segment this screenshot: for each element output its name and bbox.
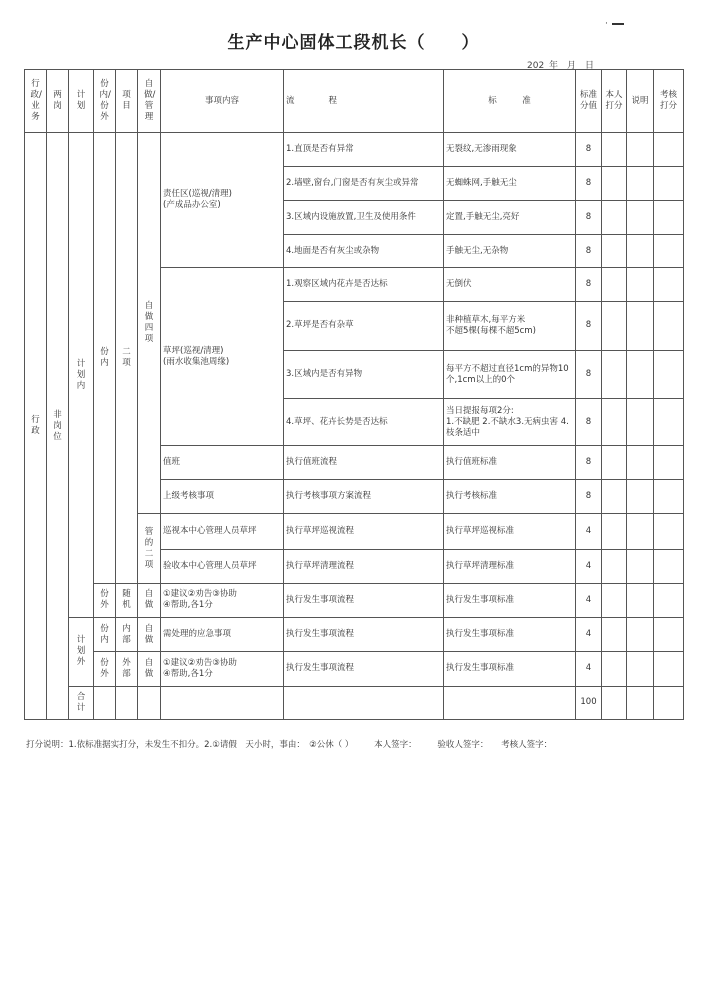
col-header-standard: 标 准 (444, 70, 576, 133)
scoring-note: 打分说明：1.依标准据实打分，未发生不扣分。2.①请假 天小时，事由： ②公休（ ） (26, 740, 354, 750)
review-score-cell[interactable] (654, 618, 684, 652)
item-suggest-assist-2: ①建议②劝告③协助 ④帮助,各1分 (161, 652, 284, 686)
self-score-cell[interactable] (602, 235, 627, 268)
col-header-scope: 份内/份外 (94, 70, 116, 133)
flow-cell: 执行草坪巡视流程 (284, 514, 444, 549)
review-score-cell[interactable] (654, 652, 684, 686)
self-score-cell[interactable] (602, 583, 627, 617)
empty-cell (284, 686, 444, 719)
total-label: 合计 (69, 686, 94, 719)
remark-cell[interactable] (627, 166, 654, 200)
self-score-cell[interactable] (602, 480, 627, 514)
review-score-cell[interactable] (654, 445, 684, 479)
self-score-cell[interactable] (602, 301, 627, 350)
score-cell: 4 (576, 514, 602, 549)
item-superior-review: 上级考核事项 (161, 480, 284, 514)
score-cell: 8 (576, 399, 602, 445)
score-cell: 8 (576, 133, 602, 166)
review-score-cell[interactable] (654, 351, 684, 399)
footer-note (26, 738, 556, 750)
self-score-cell[interactable] (602, 133, 627, 166)
self-score-cell[interactable] (602, 351, 627, 399)
col-header-project: 项目 (116, 70, 138, 133)
standard-cell: 无裂纹,无渗雨现象 (444, 133, 576, 166)
item-patrol-manager-lawn: 巡视本中心管理人员草坪 (161, 514, 284, 549)
remark-cell[interactable] (627, 652, 654, 686)
review-score-cell[interactable] (654, 301, 684, 350)
self-score-cell[interactable] (602, 618, 627, 652)
total-row (25, 686, 684, 719)
group-in-scope: 份内 (94, 133, 116, 583)
group-non-post: 非岗位 (47, 133, 69, 720)
col-header-two-posts: 两岗 (47, 70, 69, 133)
col-header-self-score: 本人打分 (602, 70, 627, 133)
group-in-plan: 计划内 (69, 133, 94, 618)
reviewer-signature-label: 考核人签字： (501, 740, 553, 750)
total-self-score-cell[interactable] (602, 686, 627, 719)
date-line: 202 年 月 日 (527, 61, 595, 71)
score-cell: 8 (576, 166, 602, 200)
acceptor-signature-label: 验收人签字： (437, 740, 489, 750)
standard-cell: 执行发生事项标准 (444, 652, 576, 686)
table-row (25, 618, 684, 652)
score-cell: 8 (576, 480, 602, 514)
table-row (25, 583, 684, 617)
score-cell: 8 (576, 200, 602, 234)
standard-cell: 执行考核标准 (444, 480, 576, 514)
review-score-cell[interactable] (654, 133, 684, 166)
standard-cell: 执行值班标准 (444, 445, 576, 479)
page-title: 生产中心固体工段机长（ ） (227, 33, 480, 53)
col-header-standard-score: 标准分值 (576, 70, 602, 133)
flow-cell: 4.地面是否有灰尘或杂物 (284, 235, 444, 268)
flow-cell: 执行考核事项方案流程 (284, 480, 444, 514)
review-score-cell[interactable] (654, 583, 684, 617)
item-suggest-assist: ①建议②劝告③协助 ④帮助,各1分 (161, 583, 284, 617)
score-cell: 4 (576, 549, 602, 583)
remark-cell[interactable] (627, 514, 654, 549)
score-cell: 4 (576, 618, 602, 652)
self-score-cell[interactable] (602, 514, 627, 549)
empty-cell (444, 686, 576, 719)
group-out-plan: 计划外 (69, 618, 94, 687)
total-review-score-cell[interactable] (654, 686, 684, 719)
review-score-cell[interactable] (654, 200, 684, 234)
self-score-cell[interactable] (602, 200, 627, 234)
review-score-cell[interactable] (654, 235, 684, 268)
remark-cell[interactable] (627, 268, 654, 301)
standard-cell: 非种植草木,每平方米 不超5棵(每棵不超5cm) (444, 301, 576, 350)
score-cell: 4 (576, 652, 602, 686)
self-score-cell[interactable] (602, 268, 627, 301)
group-two-items: 二项 (116, 133, 138, 583)
flow-cell: 执行发生事项流程 (284, 652, 444, 686)
score-cell: 8 (576, 235, 602, 268)
remark-cell[interactable] (627, 133, 654, 166)
empty-cell (116, 686, 138, 719)
standard-cell: 无蜘蛛网,手触无尘 (444, 166, 576, 200)
standard-cell: 每平方不超过直径1cm的异物10个,1cm以上的0个 (444, 351, 576, 399)
flow-cell: 执行发生事项流程 (284, 583, 444, 617)
group-out-scope: 份外 (94, 583, 116, 617)
evaluation-table (24, 69, 684, 720)
remark-cell[interactable] (627, 583, 654, 617)
standard-cell: 无倒伏 (444, 268, 576, 301)
group-self-do-3: 自做 (138, 652, 161, 686)
remark-cell[interactable] (627, 235, 654, 268)
flow-cell: 3.区域内设施放置,卫生及使用条件 (284, 200, 444, 234)
total-remark-cell[interactable] (627, 686, 654, 719)
table-row (25, 133, 684, 166)
remark-cell[interactable] (627, 549, 654, 583)
self-score-cell[interactable] (602, 166, 627, 200)
group-external: 外部 (116, 652, 138, 686)
review-score-cell[interactable] (654, 399, 684, 445)
group-internal: 内部 (116, 618, 138, 652)
item-accept-manager-lawn: 验收本中心管理人员草坪 (161, 549, 284, 583)
flow-cell: 执行草坪清理流程 (284, 549, 444, 583)
self-signature-label: 本人签字： (374, 740, 417, 750)
remark-cell[interactable] (627, 301, 654, 350)
standard-cell: 执行草坪清理标准 (444, 549, 576, 583)
col-header-plan: 计划 (69, 70, 94, 133)
col-header-admin: 行政/业务 (25, 70, 47, 133)
review-score-cell[interactable] (654, 268, 684, 301)
flow-cell: 执行值班流程 (284, 445, 444, 479)
corner-mark: · (605, 19, 624, 29)
col-header-do-manage: 自做/管理 (138, 70, 161, 133)
group-self-four-items: 自做四项 (138, 133, 161, 514)
review-score-cell[interactable] (654, 549, 684, 583)
remark-cell[interactable] (627, 399, 654, 445)
self-score-cell[interactable] (602, 445, 627, 479)
group-out-scope-2: 份外 (94, 652, 116, 686)
flow-cell: 执行发生事项流程 (284, 618, 444, 652)
self-score-cell[interactable] (602, 549, 627, 583)
group-managed-two-items: 管的二项 (138, 514, 161, 584)
review-score-cell[interactable] (654, 480, 684, 514)
standard-cell: 当日提报每项2分: 1.不缺肥 2.不缺水3.无病虫害 4.枝条适中 (444, 399, 576, 445)
score-cell: 8 (576, 301, 602, 350)
flow-cell: 3.区域内是否有异物 (284, 351, 444, 399)
score-cell: 4 (576, 583, 602, 617)
empty-cell (138, 686, 161, 719)
standard-cell: 执行草坪巡视标准 (444, 514, 576, 549)
score-cell: 8 (576, 351, 602, 399)
group-admin: 行政 (25, 133, 47, 720)
item-responsibility-area: 责任区(巡视/清理) (产成品办公室) (161, 133, 284, 268)
group-self-do: 自做 (138, 583, 161, 617)
col-header-item-content: 事项内容 (161, 70, 284, 133)
self-score-cell[interactable] (602, 399, 627, 445)
standard-cell: 执行发生事项标准 (444, 583, 576, 617)
col-header-remark: 说明 (627, 70, 654, 133)
remark-cell[interactable] (627, 200, 654, 234)
item-emergency: 需处理的应急事项 (161, 618, 284, 652)
flow-cell: 4.草坪、花卉长势是否达标 (284, 399, 444, 445)
item-lawn: 草坪(巡视/清理) (雨水收集池周缘) (161, 268, 284, 445)
table-row (25, 652, 684, 686)
remark-cell[interactable] (627, 445, 654, 479)
total-score: 100 (576, 686, 602, 719)
flow-cell: 1.直顶是否有异常 (284, 133, 444, 166)
flow-cell: 2.墙壁,窗台,门窗是否有灰尘或异常 (284, 166, 444, 200)
col-header-review-score: 考核打分 (654, 70, 684, 133)
header-row (25, 70, 684, 133)
group-random: 随机 (116, 583, 138, 617)
standard-cell: 手触无尘,无杂物 (444, 235, 576, 268)
review-score-cell[interactable] (654, 514, 684, 549)
score-cell: 8 (576, 268, 602, 301)
remark-cell[interactable] (627, 351, 654, 399)
item-duty: 值班 (161, 445, 284, 479)
self-score-cell[interactable] (602, 652, 627, 686)
standard-cell: 执行发生事项标准 (444, 618, 576, 652)
empty-cell (161, 686, 284, 719)
flow-cell: 2.草坪是否有杂草 (284, 301, 444, 350)
remark-cell[interactable] (627, 618, 654, 652)
score-cell: 8 (576, 445, 602, 479)
empty-cell (94, 686, 116, 719)
standard-cell: 定置,手触无尘,亮好 (444, 200, 576, 234)
group-self-do-2: 自做 (138, 618, 161, 652)
col-header-process: 流 程 (284, 70, 444, 133)
review-score-cell[interactable] (654, 166, 684, 200)
flow-cell: 1.观察区域内花卉是否达标 (284, 268, 444, 301)
remark-cell[interactable] (627, 480, 654, 514)
group-in-scope-2: 份内 (94, 618, 116, 652)
